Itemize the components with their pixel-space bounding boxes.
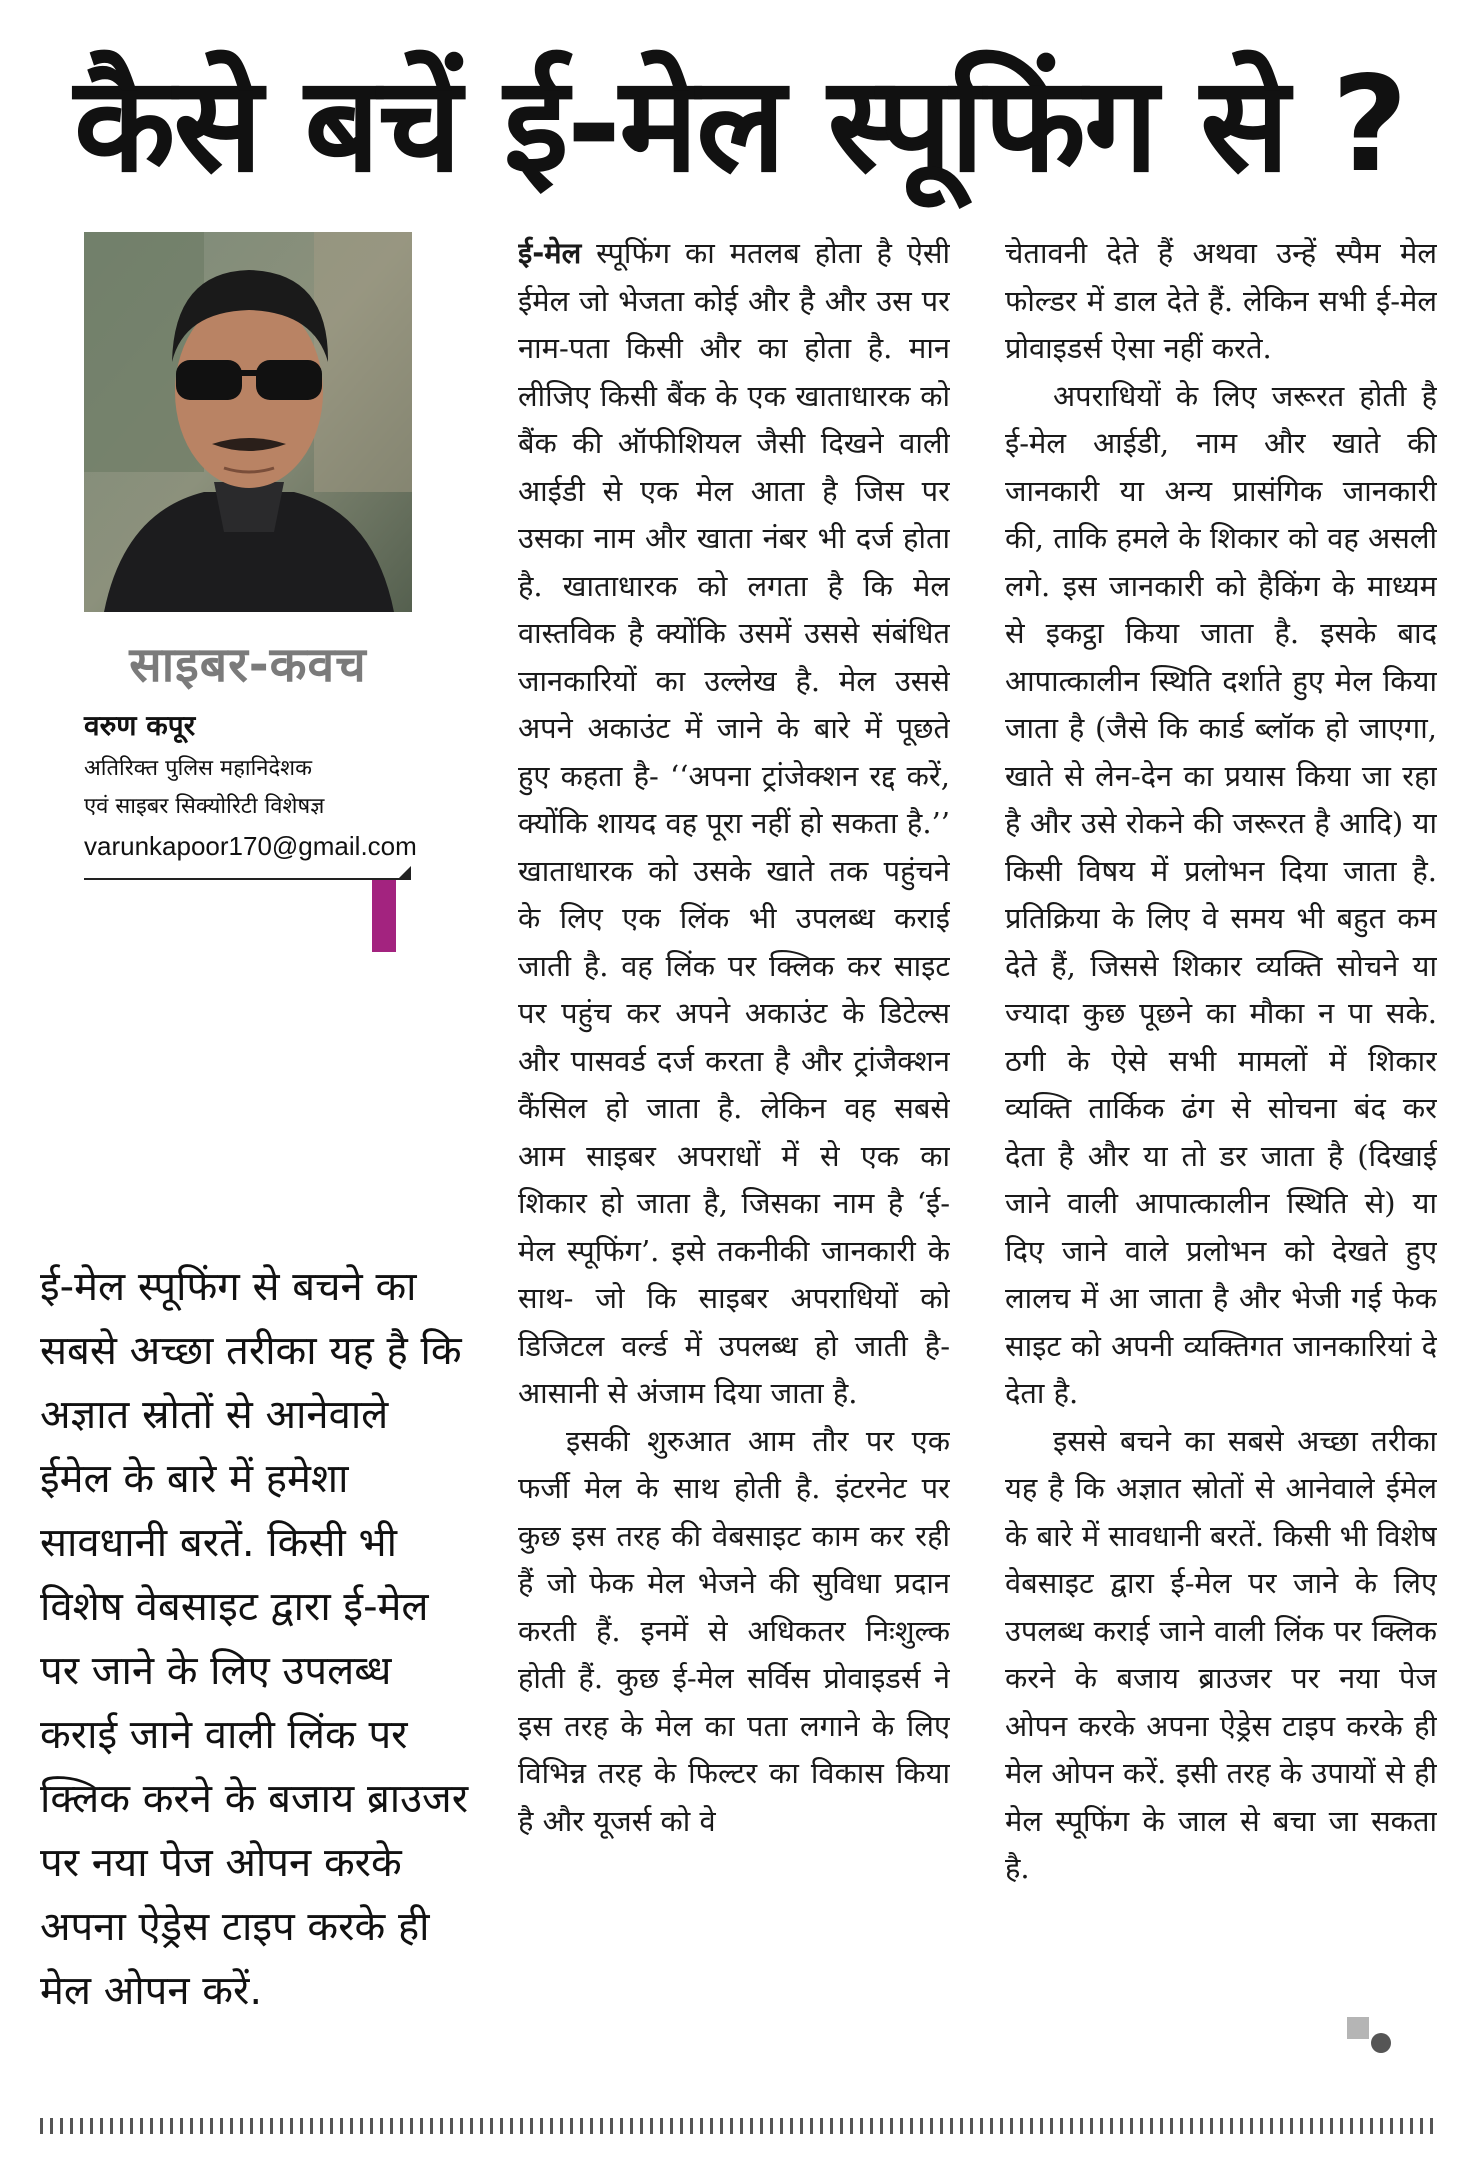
- accent-bar: [372, 880, 396, 952]
- end-of-article-icon: [1345, 2015, 1395, 2055]
- pullquote: ई-मेल स्पूफिंग से बचने का सबसे अच्छा तरीका यह है कि अज्ञात स्रोतों से आनेवाले ईमेल के बारे में हमेशा सावधानी बरतें. किसी भी विशेष वेबसाइट द्वारा ई-मेल पर जाने के लिए उपलब्ध कराई जाने वाली लिंक पर क्लिक करने के बजाय ब्राउजर पर नया पेज ओपन करके अपना ऐड्रेस टाइप करके ही मेल ओपन करें.: [40, 1264, 469, 2014]
- author-name: वरुण कपूर: [84, 709, 196, 742]
- paragraph-1: [518, 230, 950, 1418]
- author-role: एवं साइबर सिक्योरिटी विशेषज्ञ: [84, 794, 325, 819]
- author-email[interactable]: varunkapoor170@gmail.com: [84, 831, 417, 861]
- author-portrait-icon: [84, 232, 412, 612]
- divider-tick: [397, 866, 411, 880]
- lead-word: ई-मेल: [518, 236, 582, 270]
- author-divider: [84, 878, 404, 880]
- paragraph-2-continued: चेतावनी देते हैं अथवा उन्हें स्पैम मेल फोल्डर में डाल देते हैं. लेकिन सभी ई-मेल प्रोवाइडर्स ऐसा नहीं करते.: [1005, 236, 1437, 365]
- paragraph-4: इससे बचने का सबसे अच्छा तरीका यह है कि अज्ञात स्रोतों से आनेवाले ईमेल के बारे में सावधानी बरतें. किसी भी विशेष वेबसाइट द्वारा ई-मेल पर जाने के लिए उपलब्ध कराई जाने वाली लिंक पर क्लिक करने के बजाय ब्राउजर पर नया पेज ओपन करके अपना ऐड्रेस टाइप करके ही मेल ओपन करें. इसी तरह के उपायों से ही मेल स्पूफिंग के जाल से बचा जा सकता है.: [1005, 1423, 1437, 1885]
- author-photo: [84, 232, 412, 612]
- paragraph-3: अपराधियों के लिए जरूरत होती है ई-मेल आईडी, नाम और खाते की जानकारी या अन्य प्रासंगिक जानकारी की, ताकि हमले के शिकार को वह असली लगे. इस जानकारी को हैकिंग के माध्यम से इकट्ठा किया जाता है. इसके बाद आपात्कालीन स्थिति दर्शाते हुए मेल किया जाता है (जैसे कि कार्ड ब्लॉक हो जाएगा, खाते से लेन-देन का प्रयास किया जा रहा है और उसे रोकने की जरूरत है आदि) या किसी विषय में प्रलोभन दिया जाता है. प्रतिक्रिया के लिए वे समय भी बहुत कम देते हैं, जिससे शिकार व्यक्ति सोचने या ज्यादा कुछ पूछने का मौका न पा सके. ठगी के ऐसे सभी मामलों में शिकार व्यक्ति तार्किक ढंग से सोचना बंद कर देता है और या तो डर जाता है (दिखाई जाने वाली आपात्कालीन स्थिति से) या दिए जाने वाले प्रलोभन को देखते हुए लालच में आ जाता है और भेजी गई फेक साइट को अपनी व्यक्तिगत जानकारियां दे देता है.: [1005, 378, 1437, 1410]
- column-name: साइबर-कवच: [129, 637, 367, 693]
- article-column-2: [1005, 230, 1437, 2070]
- bottom-dotted-rule: [40, 2118, 1440, 2134]
- article-column-1: [518, 230, 950, 2070]
- author-title: अतिरिक्त पुलिस महानिदेशक: [84, 756, 313, 781]
- headline: कैसे बचें ई-मेल स्पूफिंग से ?: [73, 48, 1406, 202]
- paragraph-1-text: स्पूफिंग का मतलब होता है ऐसी ईमेल जो भेजता कोई और है और उस पर नाम-पता किसी और का होता है. मान लीजिए किसी बैंक के एक खाताधारक को बैंक की ऑफीशियल जैसी दिखने वाली आईडी से एक मेल आता है जिस पर उसका नाम और खाता नंबर भी दर्ज होता है. खाताधारक को लगता है कि मेल वास्तविक है क्योंकि उसमें उससे संबंधित जानकारियों का उल्लेख है. मेल उससे अपने अकाउंट में जाने के बारे में पूछते हुए कहता है- ‘‘अपना ट्रांजेक्शन रद्द करें, क्योंकि शायद वह पूरा नहीं हो सकता है.’’ खाताधारक को उसके खाते तक पहुंचने के लिए एक लिंक भी उपलब्ध कराई जाती है. वह लिंक पर क्लिक कर साइट पर पहुंच कर अपने अकाउंट के डिटेल्स और पासवर्ड दर्ज करता है और ट्रांजैक्शन कैंसिल हो जाता है. लेकिन वह सबसे आम साइबर अपराधों में से एक का शिकार हो जाता है, जिसका नाम है ‘ई-मेल स्पूफिंग’. इसे तकनीकी जानकारी के साथ- जो कि साइबर अपराधियों को डिजिटल वर्ल्ड में उपलब्ध हो जाती है- आसानी से अंजाम दिया जाता है.: [518, 236, 950, 1410]
- paragraph-2: इसकी शुरुआत आम तौर पर एक फर्जी मेल के साथ होती है. इंटरनेट पर कुछ इस तरह की वेबसाइट काम कर रही हैं जो फेक मेल भेजने की सुविधा प्रदान करती हैं. इनमें से अधिकतर निःशुल्क होती हैं. कुछ ई-मेल सर्विस प्रोवाइडर्स ने इस तरह के मेल का पता लगाने के लिए विभिन्न तरह के फिल्टर का विकास किया है और यूजर्स को वे: [518, 1423, 950, 1838]
